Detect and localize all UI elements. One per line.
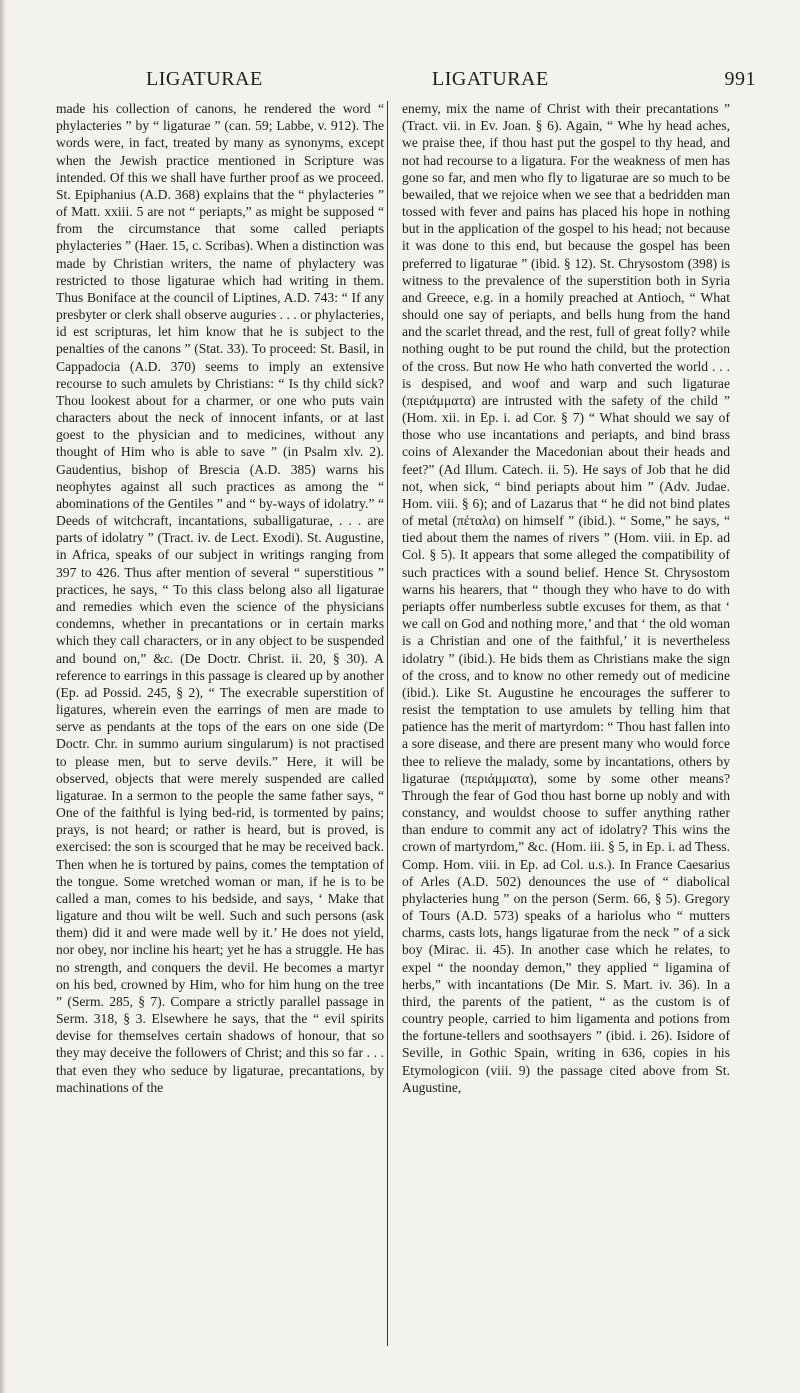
page-number: 991: [724, 68, 756, 90]
column-divider: [387, 101, 388, 1346]
running-header: [54, 68, 764, 94]
page-edge-shadow: [0, 0, 6, 1393]
header-right-title: LIGATURAE: [432, 68, 549, 90]
left-column-text: made his collection of canons, he rendered the word “ phylacteries ” by “ ligaturae ” (can. 59; Labbe, v. 912). The words were, in fact, treated by many as synonyms, except when the Jewish practice mentioned in Scripture was intended. Of this we shall have further proof as we proceed. St. Epiphanius (A.D. 368) explains that the “ phylacteries ” of Matt. xxiii. 5 are not “ periapts,” as might be supposed “ from the circumstance that some called periapts phylacteries ” (Haer. 15, c. Scribas). When a distinction was made by Christian writers, the name of phylactery was restricted to those ligaturae which had writing in them. Thus Boniface at the council of Liptines, A.D. 743: “ If any presbyter or clerk shall observe auguries . . . or phylacteries, id est scripturas, let him know that he is subject to the penalties of the canons ” (Stat. 33). To proceed: St. Basil, in Cappadocia (A.D. 370) seems to imply an extensive recourse to such amulets by Christians: “ Is thy child sick? Thou lookest about for a charmer, or one who puts vain characters about the neck of innocent infants, or at last goest to the physician and to medicines, without any thought of Him who is able to save ” (in Psalm xlv. 2). Gaudentius, bishop of Brescia (A.D. 385) warns his neophytes against all such practices as among the “ abominations of the Gentiles ” and “ by-ways of idolatry.” “ Deeds of witchcraft, incantations, suballigaturae, . . . are parts of idolatry ” (Tract. iv. de Lect. Exodi). St. Augustine, in Africa, speaks of our subject in writings ranging from 397 to 426. Thus after mention of several “ superstitious ” practices, he says, “ To this class belong also all ligaturae and remedies which even the science of the physicians condemns, whether in precantations or in certain marks which they call characters, or in any object to be suspended and bound on,” &c. (De Doctr. Christ. ii. 20, § 30). A reference to earrings in this passage is cleared up by another (Ep. ad Possid. 245, § 2), “ The execrable superstition of ligatures, wherein even the earrings of men are made to serve as pendants at the tops of the ears on one side (De Doctr. Chr. in summo aurium singularum) is not practised to please men, but to serve devils.” Here, it will be observed, objects that were merely suspended are called ligaturae. In a sermon to the people the same father says, “ One of the faithful is lying bed-rid, is tormented by pains; prays, is not heard; or rather is heard, but is proved, is exercised: the son is scourged that he may be received back. Then when he is tortured by pains, comes the temptation of the tongue. Some wretched woman or man, if he is to be called a man, comes to his bedside, and says, ‘ Make that ligature and thou wilt be well. Such and such persons (ask them) did it and were made well by it.’ He does not yield, nor obey, nor incline his heart; yet he has a struggle. He has no strength, and conquers the devil. He becomes a martyr on his bed, crowned by Him, who for him hung on the tree ” (Serm. 285, § 7). Compare a strictly parallel passage in Serm. 318, § 3. Elsewhere he says, that the “ evil spirits devise for themselves certain shadows of honour, that so they may deceive the followers of Christ; and this so far . . . that even they who seduce by ligaturae, precantations, by machinations of the: [56, 101, 384, 1095]
header-left-title: LIGATURAE: [146, 68, 263, 90]
left-column: [56, 100, 384, 1096]
right-column: [402, 100, 730, 1096]
right-column-text: enemy, mix the name of Christ with their precantations ” (Tract. vii. in Ev. Joan. § 6). Again, “ Whe hy head aches, we praise thee, if thou hast put the gospel to thy head, and not had recourse to a ligatura. For the weakness of men has gone so far, and men who fly to ligaturae are so much to be bewailed, that we rejoice when we see that a bedridden man tossed with fever and pains has placed his hope in nothing but in the application of the gospel to his head; not because it was done to this end, but because the gospel has been preferred to ligaturae ” (ibid. § 12). St. Chrysostom (398) is witness to the prevalence of the superstition both in Syria and Greece, e.g. in a homily preached at Antioch, “ What should one say of periapts, and bells hung from the hand and the scarlet thread, and the rest, full of great folly? while nothing ought to be put round the child, but the protection of the cross. But now He who hath converted the world . . . is despised, and woof and warp and such ligaturae (περιάμματα) are intrusted with the safety of the child ” (Hom. xii. in Ep. i. ad Cor. § 7) “ What should we say of those who use incantations and periapts, and bind brass coins of Alexander the Macedonian about their heads and feet?” (Ad Illum. Catech. ii. 5). He says of Job that he did not, when sick, “ bind periapts about him ” (Adv. Judae. Hom. viii. § 6); and of Lazarus that “ he did not bind plates of metal (πέταλα) on himself ” (ibid.). “ Some,” he says, “ tied about them the names of rivers ” (Hom. viii. in Ep. ad Col. § 5). It appears that some alleged the compatibility of such practices with a sound belief. Hence St. Chrysostom warns his hearers, that “ though they who have to do with periapts offer numberless subtle excuses for them, as that ‘ we call on God and nothing more,’ and that ‘ the old woman is a Christian and one of the faithful,’ it is nevertheless idolatry ” (ibid.). He bids them as Christians make the sign of the cross, and to know no other remedy out of medicine (ibid.). Like St. Augustine he encourages the sufferer to resist the temptation to use amulets by telling him that patience has the merit of martyrdom: “ Thou hast fallen into a sore disease, and there are present many who would force thee to relieve the malady, some by incantations, others by ligaturae (περιάμματα), some by some other means? Through the fear of God thou hast borne up nobly and with constancy, and wouldst choose to suffer anything rather than endure to commit any act of idolatry? This wins the crown of martyrdom,” &c. (Hom. iii. § 5, in Ep. i. ad Thess. Comp. Hom. viii. in Ep. ad Col. u.s.). In France Caesarius of Arles (A.D. 502) denounces the use of “ diabolical phylacteries hung ” on the person (Serm. 66, § 5). Gregory of Tours (A.D. 573) speaks of a hariolus who “ mutters charms, casts lots, hangs ligaturae from the neck ” of a sick boy (Mirac. ii. 45). In another case which he relates, to expel “ the noonday demon,” they applied “ ligamina of herbs,” with incantations (De Mir. S. Mart. iv. 36). In a third, the parents of the patient, “ as the custom is of country people, carried to him ligamenta and potions from the fortune-tellers and soothsayers ” (ibid. i. 26). Isidore of Seville, in Gothic Spain, writing in 636, copies in his Etymologicon (viii. 9) the passage cited above from St. Augustine,: [402, 101, 730, 1095]
